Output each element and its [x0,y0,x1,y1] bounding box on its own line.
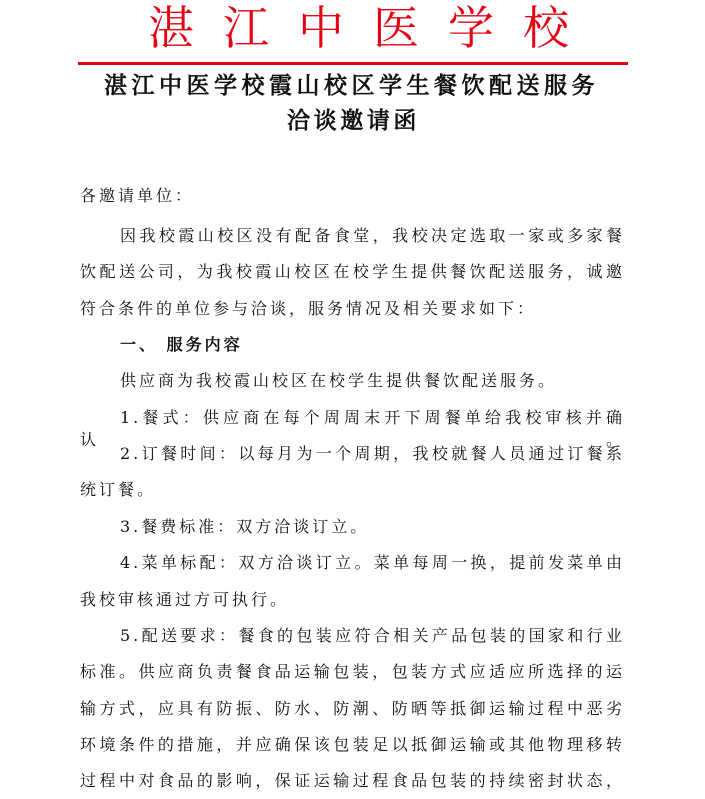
body-line: 1.餐式：供应商在每个周周末开下周餐单给我校审核并确认。 [80,408,625,449]
body-line: 过程中对食品的影响，保证运输过程食品包装的持续密封状态， [80,771,625,790]
header-divider [78,62,628,65]
section-heading: 一、 服务内容 [120,335,243,354]
body-line: 统订餐。 [80,480,157,499]
body-line: 标准。供应商负责餐食品运输包装，包装方式应适应所选择的运 [80,662,625,681]
intro-line: 符合条件的单位参与洽谈，服务情况及相关要求如下： [80,299,537,318]
body-line: 供应商为我校霞山校区在校学生提供餐饮配送服务。 [120,371,558,390]
document-title-line-2: 洽谈邀请函 [287,107,420,134]
salutation: 各邀请单位： [80,186,195,205]
school-name-header: 湛江中医学校 [148,1,598,55]
body-line: 3.餐费标准：双方洽谈订立。 [120,517,370,536]
body-line: 环境条件的措施，并应确保该包装足以抵御运输或其他物理移转 [80,735,625,754]
body-line: 4.菜单标配：双方洽谈订立。菜单每周一换，提前发菜单由 [120,553,625,572]
intro-line: 饮配送公司，为我校霞山校区在校学生提供餐饮配送服务，诚邀 [80,262,625,281]
body-line: 输方式，应具有防振、防水、防潮、防晒等抵御运输过程中恶劣 [80,699,625,718]
body-line: 我校审核通过方可执行。 [80,590,290,609]
intro-line: 因我校霞山校区没有配备食堂，我校决定选取一家或多家餐 [120,226,625,245]
body-line: 2.订餐时间：以每月为一个周期，我校就餐人员通过订餐系 [120,444,625,463]
document-title-line-1: 湛江中医学校霞山校区学生餐饮配送服务 [104,72,599,99]
body-line: 5.配送要求：餐食的包装应符合相关产品包装的国家和行业 [120,626,625,645]
